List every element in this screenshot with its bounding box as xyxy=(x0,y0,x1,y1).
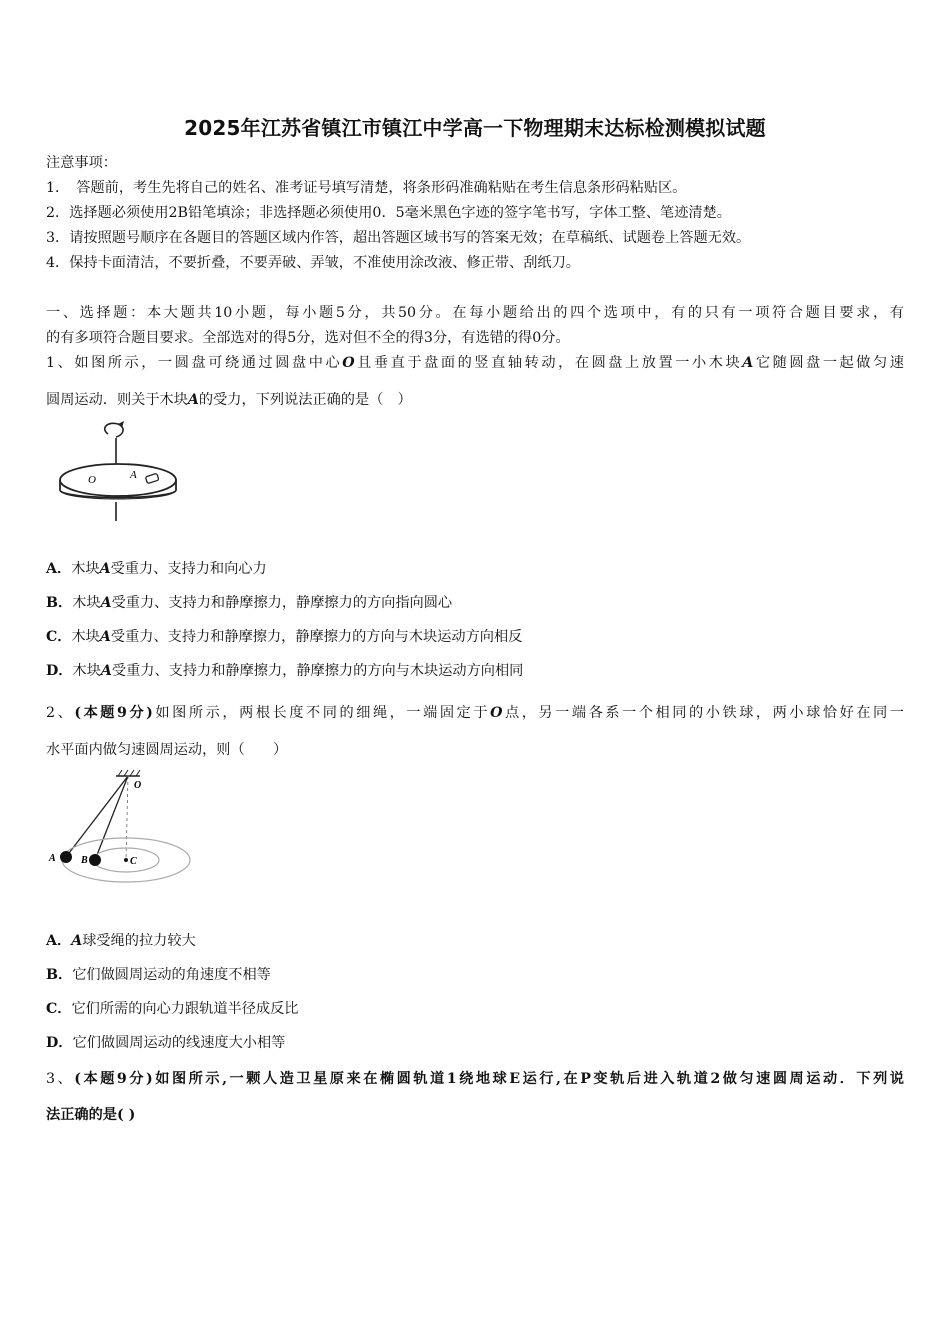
q2-figure-label-b: B xyxy=(81,855,88,866)
q1-figure-label-o: O xyxy=(88,474,96,486)
q1-option-a: A．木块A受重力、支持力和向心力 xyxy=(46,561,267,577)
q1-option-c: C．木块A受重力、支持力和静摩擦力，静摩擦力的方向与木块运动方向相反 xyxy=(46,629,523,645)
q1-stem-line-1: 1、如图所示，一圆盘可绕通过圆盘中心O且垂直于盘面的竖直轴转动，在圆盘上放置一小木块A它随圆盘一起做匀速 xyxy=(46,355,904,371)
section-instructions-line-2: 的有多项符合题目要求。全部选对的得5分，选对但不全的得3分，有选错的得0分。 xyxy=(46,330,570,346)
q2-stem-line-1: 2、(本题9分)如图所示，两根长度不同的细绳，一端固定于O点，另一端各系一个相同的小铁球，两小球恰好在同一 xyxy=(46,705,904,721)
q2-figure-label-o: O xyxy=(134,780,142,791)
section-instructions-line-1: 一、选择题：本大题共10小题，每小题5分，共50分。在每小题给出的四个选项中，有的只有一项符合题目要求，有 xyxy=(46,305,904,321)
q3-stem-line-1: 3、(本题9分)如图所示,一颗人造卫星原来在椭圆轨道1绕地球E运行,在P变轨后进入轨道2做匀速圆周运动．下列说 xyxy=(46,1071,904,1087)
q2-option-d: D．它们做圆周运动的线速度大小相等 xyxy=(46,1035,286,1051)
notice-item-3: 3．请按照题号顺序在各题目的答题区域内作答，超出答题区域书写的答案无效；在草稿纸、试题卷上答题无效。 xyxy=(46,230,751,246)
q1-stem-line-2: 圆周运动．则关于木块A的受力，下列说法正确的是（ ） xyxy=(46,392,412,408)
q1-option-d: D．木块A受重力、支持力和静摩擦力，静摩擦力的方向与木块运动方向相同 xyxy=(46,663,524,679)
notice-heading: 注意事项： xyxy=(46,155,117,171)
q1-figure-rotating-disc xyxy=(50,418,190,528)
q2-figure-conical-pendulums xyxy=(44,768,194,890)
q1-figure-label-a: A xyxy=(130,469,137,481)
q3-stem-line-2: 法正确的是( ) xyxy=(46,1107,136,1123)
notice-item-2: 2．选择题必须使用2B铅笔填涂；非选择题必须使用0．5毫米黑色字迹的签字笔书写，字体工整、笔迹清楚。 xyxy=(46,205,731,221)
page-title: 2025年江苏省镇江市镇江中学高一下物理期末达标检测模拟试题 xyxy=(184,116,766,140)
q2-option-c: C．它们所需的向心力跟轨道半径成反比 xyxy=(46,1001,299,1017)
notice-item-4: 4．保持卡面清洁，不要折叠，不要弄破、弄皱，不准使用涂改液、修正带、刮纸刀。 xyxy=(46,255,580,271)
q1-option-b: B．木块A受重力、支持力和静摩擦力，静摩擦力的方向指向圆心 xyxy=(46,595,453,611)
q2-option-a: A．A球受绳的拉力较大 xyxy=(46,933,196,949)
q2-stem-line-2: 水平面内做匀速圆周运动，则（ ） xyxy=(46,742,288,758)
q2-figure-label-c: C xyxy=(130,856,137,867)
notice-item-1: 1． 答题前，考生先将自己的姓名、准考证号填写清楚，将条形码准确粘贴在考生信息条形码粘贴区。 xyxy=(46,180,687,196)
q2-figure-label-a: A xyxy=(49,853,56,864)
q2-option-b: B．它们做圆周运动的角速度不相等 xyxy=(46,967,271,983)
